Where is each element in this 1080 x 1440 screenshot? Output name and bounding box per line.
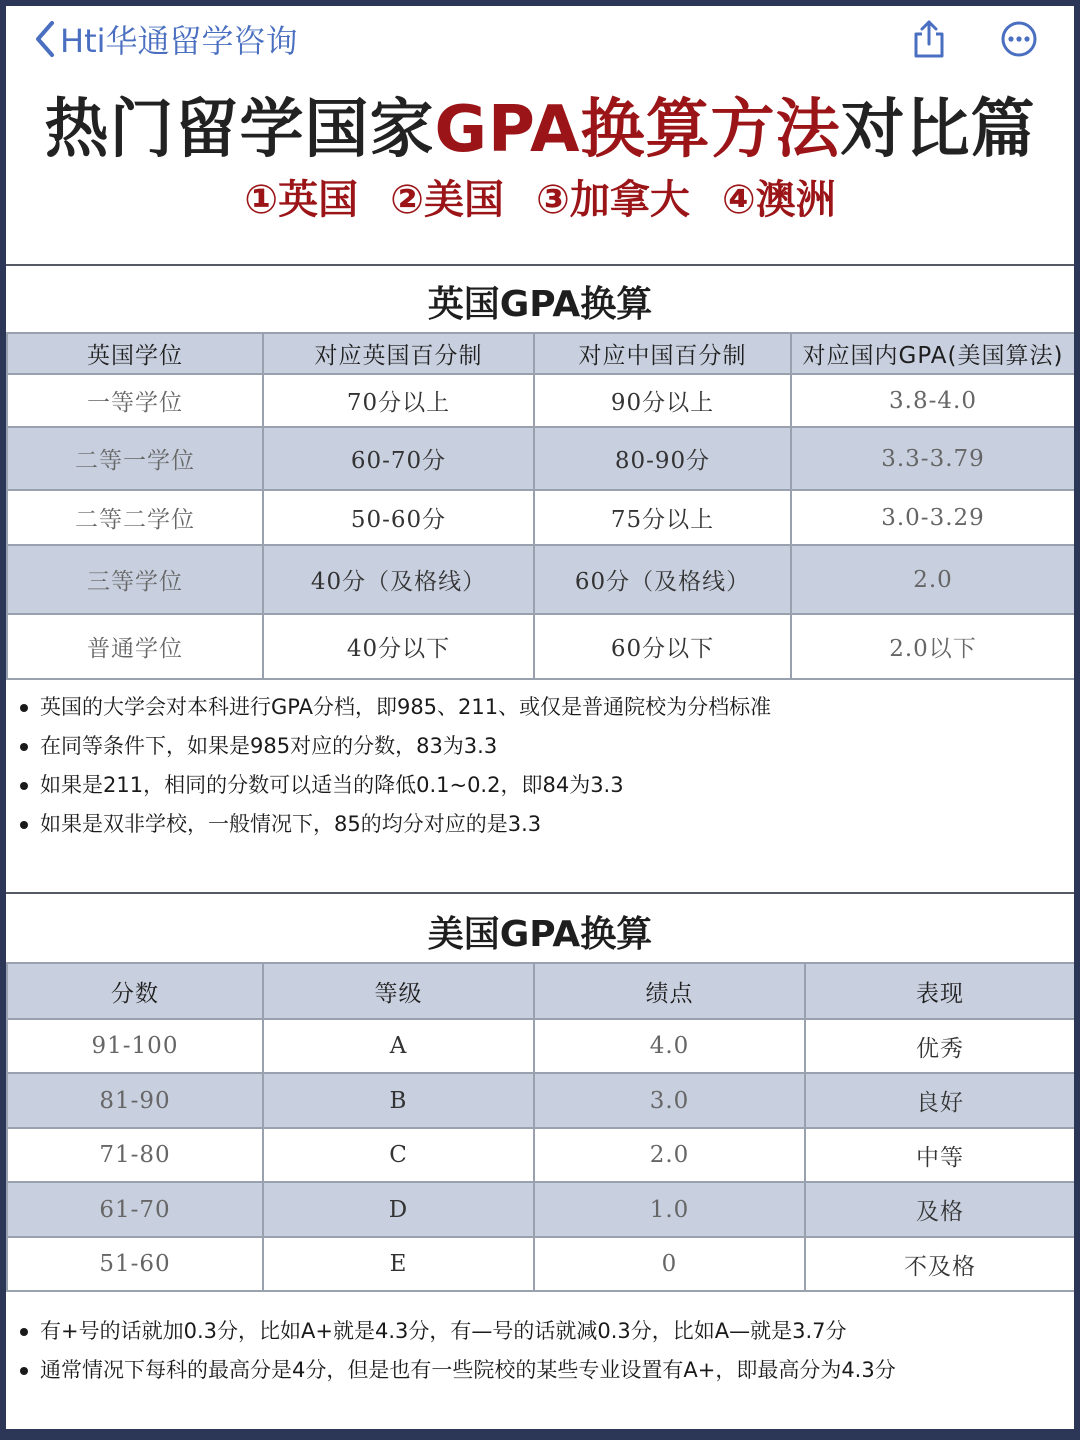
title-highlight: GPA换算方法 bbox=[434, 93, 841, 167]
table-cell: 81-90 bbox=[7, 1073, 263, 1128]
table-cell: 三等学位 bbox=[7, 545, 263, 614]
uk-header-degree: 英国学位 bbox=[7, 333, 263, 374]
table-cell: 60-70分 bbox=[263, 427, 534, 490]
page-title bbox=[6, 78, 1074, 170]
table-cell: 优秀 bbox=[805, 1019, 1074, 1073]
list-item: 有+号的话就加0.3分，比如A+就是4.3分，有—号的话就减0.3分，比如A—就是3.7分 bbox=[20, 1312, 1060, 1351]
list-item: 英国的大学会对本科进行GPA分档，即985、211、或仅是普通院校为分档标准 bbox=[20, 688, 1060, 727]
country-list bbox=[6, 168, 1074, 225]
table-cell: 51-60 bbox=[7, 1237, 263, 1291]
table-cell: 良好 bbox=[805, 1073, 1074, 1128]
table-cell: 2.0 bbox=[791, 545, 1074, 614]
country-uk: ①英国 bbox=[244, 177, 359, 223]
us-section-title: 美国GPA换算 bbox=[427, 914, 653, 955]
share-button[interactable] bbox=[904, 14, 954, 64]
table-cell: 75分以上 bbox=[534, 490, 791, 545]
table-row bbox=[7, 1237, 1074, 1291]
table-cell: 2.0 bbox=[534, 1128, 805, 1182]
table-cell: 3.0-3.29 bbox=[791, 490, 1074, 545]
uk-header-gpa: 对应国内GPA(美国算法) bbox=[791, 333, 1074, 374]
table-cell: 0 bbox=[534, 1237, 805, 1291]
table-cell: 2.0以下 bbox=[791, 614, 1074, 679]
title-part1: 热门留学国家 bbox=[44, 93, 435, 167]
country-canada: ③加拿大 bbox=[536, 177, 690, 223]
table-cell: 二等一学位 bbox=[7, 427, 263, 490]
uk-section-title: 英国GPA换算 bbox=[427, 284, 653, 325]
us-header-performance: 表现 bbox=[805, 963, 1074, 1019]
title-part2: 对比篇 bbox=[840, 93, 1036, 167]
back-label: Hti华通留学咨询 bbox=[60, 22, 298, 60]
table-cell: E bbox=[263, 1237, 534, 1291]
list-item: 通常情况下每科的最高分是4分，但是也有一些院校的某些专业设置有A+，即最高分为4.3分 bbox=[20, 1351, 1060, 1390]
table-row bbox=[7, 1128, 1074, 1182]
table-cell: 60分以下 bbox=[534, 614, 791, 679]
table-cell: A bbox=[263, 1019, 534, 1073]
table-cell: 3.3-3.79 bbox=[791, 427, 1074, 490]
uk-table-header bbox=[7, 333, 1074, 374]
table-cell: 61-70 bbox=[7, 1182, 263, 1237]
list-item: 如果是211，相同的分数可以适当的降低0.1~0.2，即84为3.3 bbox=[20, 766, 1060, 805]
back-button[interactable] bbox=[32, 16, 298, 62]
us-header-gpa: 绩点 bbox=[534, 963, 805, 1019]
divider bbox=[6, 264, 1074, 266]
us-header-score: 分数 bbox=[7, 963, 263, 1019]
table-cell: 不及格 bbox=[805, 1237, 1074, 1291]
uk-header-uk-score: 对应英国百分制 bbox=[263, 333, 534, 374]
table-cell: 3.8-4.0 bbox=[791, 374, 1074, 427]
table-cell: 70分以上 bbox=[263, 374, 534, 427]
uk-gpa-table bbox=[6, 332, 1074, 680]
table-cell: 60分（及格线） bbox=[534, 545, 791, 614]
table-cell: 普通学位 bbox=[7, 614, 263, 679]
us-table-header bbox=[7, 963, 1074, 1019]
table-cell: 71-80 bbox=[7, 1128, 263, 1182]
table-row bbox=[7, 1019, 1074, 1073]
table-cell: C bbox=[263, 1128, 534, 1182]
table-row bbox=[7, 427, 1074, 490]
page bbox=[6, 6, 1074, 1429]
table-cell: 90分以上 bbox=[534, 374, 791, 427]
table-cell: B bbox=[263, 1073, 534, 1128]
more-button[interactable] bbox=[994, 14, 1044, 64]
table-cell: 40分以下 bbox=[263, 614, 534, 679]
table-row bbox=[7, 490, 1074, 545]
table-cell: 及格 bbox=[805, 1182, 1074, 1237]
us-gpa-table bbox=[6, 962, 1074, 1292]
table-row bbox=[7, 545, 1074, 614]
table-cell: 1.0 bbox=[534, 1182, 805, 1237]
table-cell: 50-60分 bbox=[263, 490, 534, 545]
table-cell: 4.0 bbox=[534, 1019, 805, 1073]
table-row bbox=[7, 1182, 1074, 1237]
chevron-left-icon bbox=[32, 19, 58, 59]
country-us: ②美国 bbox=[390, 177, 504, 223]
top-bar bbox=[6, 6, 1074, 72]
table-cell: 40分（及格线） bbox=[263, 545, 534, 614]
divider bbox=[6, 892, 1074, 894]
table-cell: 91-100 bbox=[7, 1019, 263, 1073]
us-header-grade: 等级 bbox=[263, 963, 534, 1019]
table-row bbox=[7, 1073, 1074, 1128]
table-cell: D bbox=[263, 1182, 534, 1237]
share-icon bbox=[910, 18, 948, 60]
more-icon bbox=[999, 19, 1039, 59]
country-australia: ④澳洲 bbox=[721, 177, 836, 223]
table-cell: 中等 bbox=[805, 1128, 1074, 1182]
table-cell: 3.0 bbox=[534, 1073, 805, 1128]
table-row bbox=[7, 614, 1074, 679]
list-item: 如果是双非学校，一般情况下，85的均分对应的是3.3 bbox=[20, 805, 1060, 844]
us-notes bbox=[20, 1312, 1060, 1390]
uk-header-cn-score: 对应中国百分制 bbox=[534, 333, 791, 374]
table-cell: 二等二学位 bbox=[7, 490, 263, 545]
list-item: 在同等条件下，如果是985对应的分数，83为3.3 bbox=[20, 727, 1060, 766]
uk-notes bbox=[20, 688, 1060, 844]
table-cell: 80-90分 bbox=[534, 427, 791, 490]
table-cell: 一等学位 bbox=[7, 374, 263, 427]
table-row bbox=[7, 374, 1074, 427]
